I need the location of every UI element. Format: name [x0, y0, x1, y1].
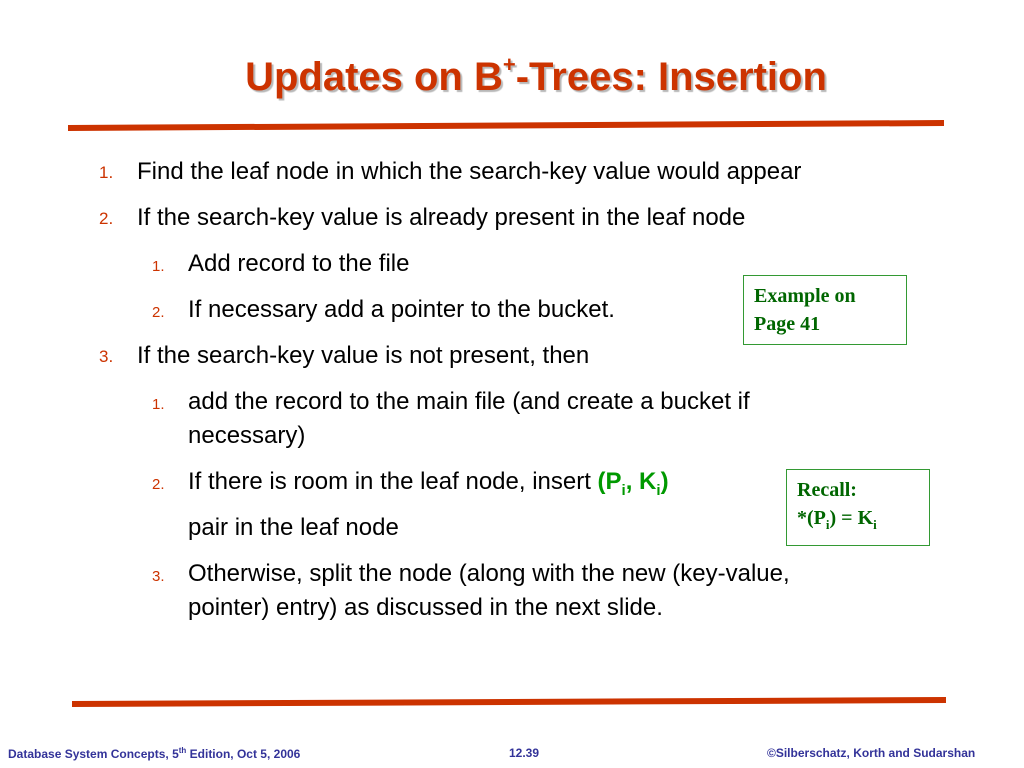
list-number: 3. [99, 347, 114, 366]
footer-divider [72, 697, 946, 707]
sublist-item: Add record to the file [188, 250, 410, 277]
footer-copyright: ©Silberschatz, Korth and Sudarshan [767, 746, 976, 760]
list-number: 2. [99, 209, 114, 228]
sublist-number: 2. [152, 304, 165, 321]
list-item: If the search-key value is already present in the leaf node [137, 204, 746, 231]
sublist-number: 3. [152, 568, 165, 585]
footer-slide-number: 12.39 [509, 746, 540, 760]
footer-book-info: Database System Concepts, 5th Edition, Oct 5, 2006 [8, 746, 301, 761]
sublist-item-continued: pair in the leaf node [188, 514, 399, 541]
sublist-item: If there is room in the leaf node, insert ($P_i$, $K_i$) [188, 468, 669, 499]
sublist-number: 2. [152, 476, 165, 493]
list-item: If the search-key value is not present, then [137, 342, 590, 369]
list-item: Find the leaf node in which the search-key value would appear [137, 158, 802, 185]
sublist-item: If necessary add a pointer to the bucket. [188, 296, 615, 323]
slide-title: Updates on B+-Trees: Insertion [245, 52, 827, 99]
list-number: 1. [99, 163, 114, 182]
sublist-item: Otherwise, split the node (along with the new (key-value, pointer) entry) as discussed in the next slide. [188, 560, 790, 621]
recall-callout: Recall: $*(P_i) = K_i$ [786, 469, 930, 546]
pair-notation: ($P_i$, $K_i$) [597, 468, 669, 499]
sublist-number: 1. [152, 396, 165, 413]
sublist-number: 1. [152, 258, 165, 275]
sublist-item: add the record to the main file (and create a bucket if necessary) [188, 388, 750, 449]
example-callout: Example on Page 41 [743, 275, 907, 345]
